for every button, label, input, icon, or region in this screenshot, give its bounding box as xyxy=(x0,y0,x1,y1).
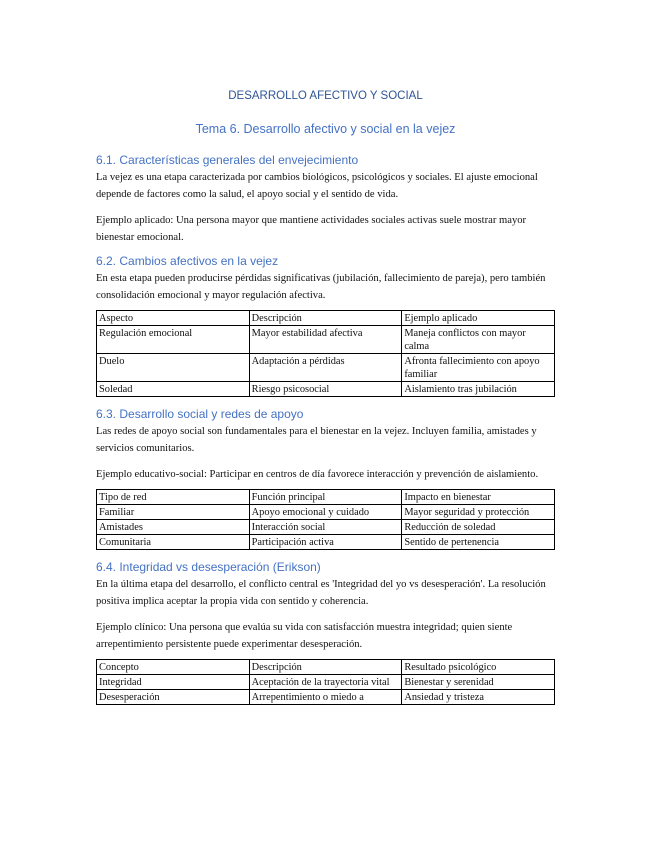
table-cell: Comunitaria xyxy=(97,535,250,550)
table-cell: Bienestar y serenidad xyxy=(402,675,555,690)
paragraph-example: Ejemplo clínico: Una persona que evalúa su vida con satisfacción muestra integridad; quien siente arrepentimiento persistente puede experimentar desesperación. xyxy=(96,622,513,650)
table-cell: Apoyo emocional y cuidado xyxy=(249,505,402,520)
table-cell: Familiar xyxy=(97,505,250,520)
table-redes-apoyo xyxy=(96,489,555,550)
paragraph: En esta etapa pueden producirse pérdidas significativas (jubilación, fallecimiento de pareja), pero también consolidación emocional y mayor regulación afectiva. xyxy=(96,273,546,301)
table-header-cell: Resultado psicológico xyxy=(402,660,555,675)
table-cell: Amistades xyxy=(97,520,250,535)
table-cell: Desesperación xyxy=(97,690,250,705)
table-header-row xyxy=(97,660,555,675)
section-heading-6-1: 6.1. Características generales del envejecimiento xyxy=(96,153,359,167)
table-cell: Reducción de soledad xyxy=(402,520,555,535)
table-cell: Regulación emocional xyxy=(97,326,250,354)
table-header-cell: Tipo de red xyxy=(97,490,250,505)
table-cell: Arrepentimiento o miedo a xyxy=(249,690,402,705)
table-cambios-afectivos xyxy=(96,310,555,397)
section-heading-6-2: 6.2. Cambios afectivos en la vejez xyxy=(96,254,279,268)
section-heading-6-4: 6.4. Integridad vs desesperación (Erikson) xyxy=(96,560,321,574)
table-cell: Maneja conflictos con mayor calma xyxy=(402,326,555,354)
table-header-cell: Descripción xyxy=(249,311,402,326)
paragraph: Las redes de apoyo social son fundamentales para el bienestar en la vejez. Incluyen familia, amistades y servicios comunitarios. xyxy=(96,426,537,454)
table-cell: Sentido de pertenencia xyxy=(402,535,555,550)
table-cell: Riesgo psicosocial xyxy=(249,382,402,397)
section-heading-6-3: 6.3. Desarrollo social y redes de apoyo xyxy=(96,407,304,421)
document-subtitle: Tema 6. Desarrollo afectivo y social en la vejez xyxy=(195,122,456,136)
table-integridad xyxy=(96,659,555,705)
table-cell: Aislamiento tras jubilación xyxy=(402,382,555,397)
table-row xyxy=(97,505,555,520)
table-row xyxy=(97,354,555,382)
table-header-row xyxy=(97,311,555,326)
table-cell: Mayor seguridad y protección xyxy=(402,505,555,520)
table-cell: Integridad xyxy=(97,675,250,690)
table-cell: Duelo xyxy=(97,354,250,382)
table-header-cell: Aspecto xyxy=(97,311,250,326)
table-row xyxy=(97,690,555,705)
table-cell: Participación activa xyxy=(249,535,402,550)
table-cell: Soledad xyxy=(97,382,250,397)
table-header-cell: Descripción xyxy=(249,660,402,675)
table-cell: Mayor estabilidad afectiva xyxy=(249,326,402,354)
table-row xyxy=(97,535,555,550)
table-row xyxy=(97,675,555,690)
table-header-cell: Impacto en bienestar xyxy=(402,490,555,505)
document-title: DESARROLLO AFECTIVO Y SOCIAL xyxy=(228,90,423,102)
table-row xyxy=(97,326,555,354)
table-cell: Afronta fallecimiento con apoyo familiar xyxy=(402,354,555,382)
table-cell: Aceptación de la trayectoria vital xyxy=(249,675,402,690)
table-cell: Interacción social xyxy=(249,520,402,535)
table-cell: Ansiedad y tristeza xyxy=(402,690,555,705)
table-row xyxy=(97,382,555,397)
table-header-cell: Ejemplo aplicado xyxy=(402,311,555,326)
paragraph-example: Ejemplo educativo-social: Participar en centros de día favorece interacción y prevención de aislamiento. xyxy=(96,469,539,480)
table-header-cell: Función principal xyxy=(249,490,402,505)
table-cell: Adaptación a pérdidas xyxy=(249,354,402,382)
table-row xyxy=(97,520,555,535)
paragraph: La vejez es una etapa caracterizada por cambios biológicos, psicológicos y sociales. El ajuste emocional depende de factores como la salud, el apoyo social y el sentido de vida. xyxy=(96,172,538,200)
paragraph-example: Ejemplo aplicado: Una persona mayor que mantiene actividades sociales activas suele mostrar mayor bienestar emocional. xyxy=(96,215,527,243)
paragraph: En la última etapa del desarrollo, el conflicto central es 'Integridad del yo vs desesperación'. La resolución positiva implica aceptar la propia vida con sentido y coherencia. xyxy=(96,579,546,607)
table-header-row xyxy=(97,490,555,505)
table-header-cell: Concepto xyxy=(97,660,250,675)
